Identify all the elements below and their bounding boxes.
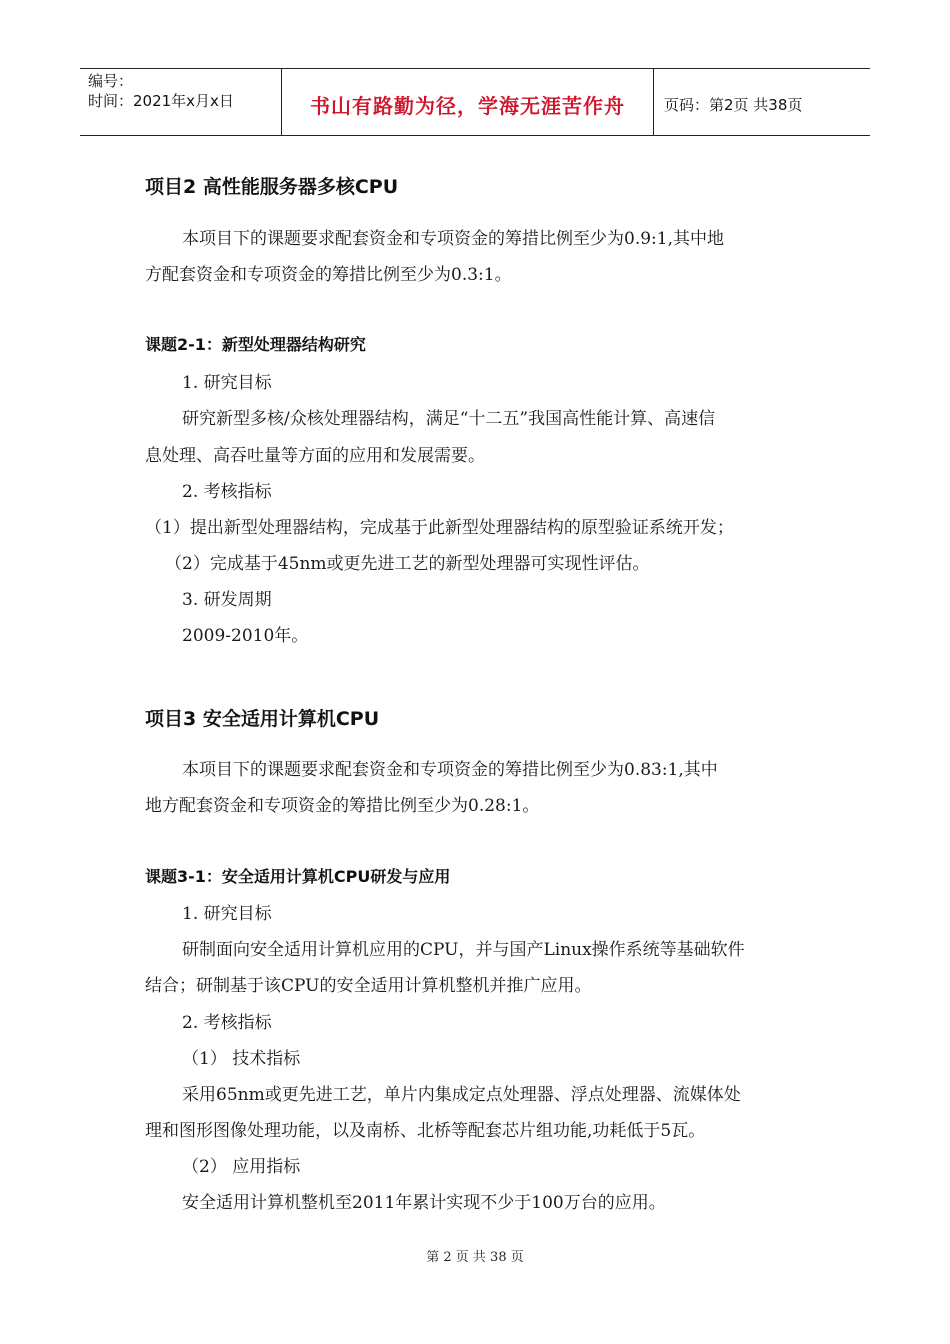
topic21-title: 课题2-1：新型处理器结构研究 — [145, 335, 366, 354]
header-motto: 书山有路勤为径，学海无涯苦作舟 — [282, 69, 654, 135]
t31-app-line1: 安全适用计算机整机至2011年累计实现不少于100万台的应用。 — [182, 1193, 666, 1213]
t21-index-heading: 2. 考核指标 — [182, 482, 272, 502]
page-header — [80, 68, 870, 136]
project3-para-line2: 地方配套资金和专项资金的筹措比例至少为0.28:1。 — [145, 796, 540, 816]
t21-goal-heading: 1. 研究目标 — [182, 373, 272, 393]
topic31-title: 课题3-1：安全适用计算机CPU研发与应用 — [145, 867, 451, 886]
t21-period-value: 2009-2010年。 — [182, 626, 309, 646]
t31-tech-heading: （1） 技术指标 — [182, 1049, 301, 1069]
t31-goal-line1: 研制面向安全适用计算机应用的CPU，并与国产Linux操作系统等基础软件 — [182, 940, 745, 960]
header-meta — [80, 69, 282, 135]
header-page-info: 页码：第2页 共38页 — [664, 95, 803, 114]
project2-title: 项目2 高性能服务器多核CPU — [145, 176, 399, 198]
t21-goal-line2: 息处理、高吞吐量等方面的应用和发展需要。 — [145, 446, 485, 466]
page-footer: 第 2 页 共 38 页 — [426, 1250, 524, 1265]
t31-tech-line1: 采用65nm或更先进工艺，单片内集成定点处理器、浮点处理器、流媒体处 — [182, 1085, 741, 1105]
project3-para-line1: 本项目下的课题要求配套资金和专项资金的筹措比例至少为0.83:1,其中 — [182, 760, 718, 780]
t31-index-heading: 2. 考核指标 — [182, 1013, 272, 1033]
t31-app-heading: （2） 应用指标 — [182, 1157, 301, 1177]
t21-period-heading: 3. 研发周期 — [182, 590, 272, 610]
t31-goal-line2: 结合；研制基于该CPU的安全适用计算机整机并推广应用。 — [145, 976, 592, 996]
header-date: 时间：2021年x月x日 — [88, 92, 234, 110]
header-number-label: 编号： — [88, 72, 134, 90]
t21-goal-line1: 研究新型多核/众核处理器结构，满足“十二五”我国高性能计算、高速信 — [182, 409, 716, 429]
t31-goal-heading: 1. 研究目标 — [182, 904, 272, 924]
project2-para-line1: 本项目下的课题要求配套资金和专项资金的筹措比例至少为0.9:1,其中地 — [182, 229, 724, 249]
project3-title: 项目3 安全适用计算机CPU — [145, 708, 380, 730]
t31-tech-line2: 理和图形图像处理功能，以及南桥、北桥等配套芯片组功能,功耗低于5瓦。 — [145, 1121, 706, 1141]
t21-index-item1: （1）提出新型处理器结构，完成基于此新型处理器结构的原型验证系统开发； — [145, 518, 734, 538]
t21-index-item2: （2）完成基于45nm或更先进工艺的新型处理器可实现性评估。 — [165, 554, 650, 574]
project2-para-line2: 方配套资金和专项资金的筹措比例至少为0.3:1。 — [145, 265, 512, 285]
